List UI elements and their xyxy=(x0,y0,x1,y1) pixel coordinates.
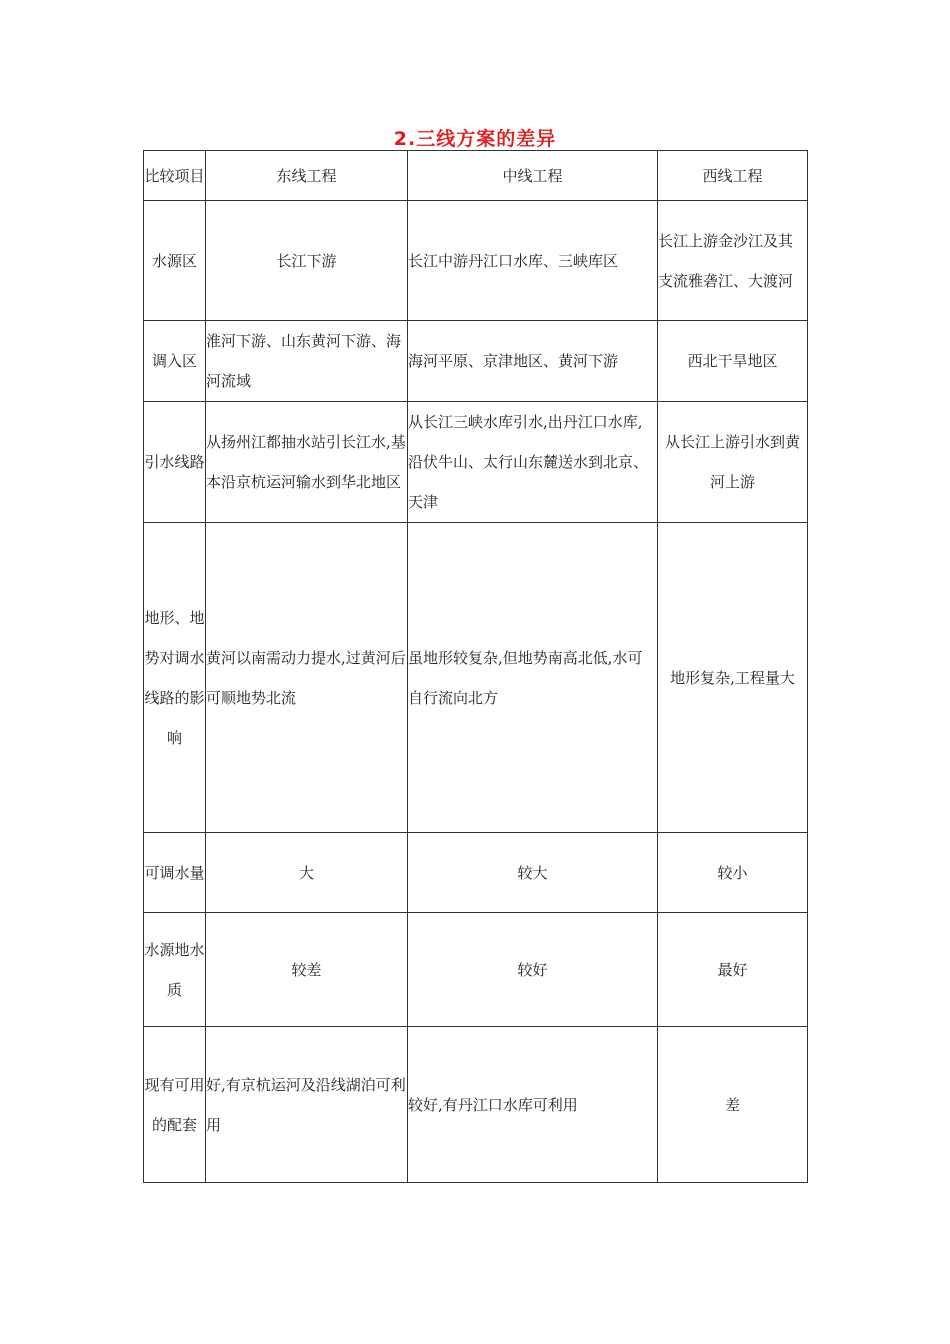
row-label: 引水线路 xyxy=(144,402,206,523)
cell-west: 地形复杂,工程量大 xyxy=(658,523,808,833)
cell-east: 黄河以南需动力提水,过黄河后可顺地势北流 xyxy=(206,523,408,833)
row-label: 水源区 xyxy=(144,201,206,321)
cell-middle: 虽地形较复杂,但地势南高北低,水可自行流向北方 xyxy=(408,523,658,833)
table-row xyxy=(144,913,808,1027)
table-row xyxy=(144,1027,808,1183)
comparison-table xyxy=(143,150,808,1183)
cell-east: 长江下游 xyxy=(206,201,408,321)
header-middle: 中线工程 xyxy=(408,151,658,201)
row-label: 调入区 xyxy=(144,321,206,402)
cell-middle: 较好 xyxy=(408,913,658,1027)
table-header-row xyxy=(144,151,808,201)
cell-east: 从扬州江都抽水站引长江水,基本沿京杭运河输水到华北地区 xyxy=(206,402,408,523)
row-label: 可调水量 xyxy=(144,833,206,913)
row-label: 水源地水质 xyxy=(144,913,206,1027)
header-label: 比较项目 xyxy=(144,151,206,201)
cell-west: 较小 xyxy=(658,833,808,913)
page-title: 2.三线方案的差异 xyxy=(393,128,557,150)
cell-middle: 较好,有丹江口水库可利用 xyxy=(408,1027,658,1183)
cell-west: 差 xyxy=(658,1027,808,1183)
table-row xyxy=(144,523,808,833)
cell-east: 大 xyxy=(206,833,408,913)
cell-middle: 海河平原、京津地区、黄河下游 xyxy=(408,321,658,402)
header-east: 东线工程 xyxy=(206,151,408,201)
cell-middle: 从长江三峡水库引水,出丹江口水库,沿伏牛山、太行山东麓送水到北京、天津 xyxy=(408,402,658,523)
cell-east: 好,有京杭运河及沿线湖泊可利用 xyxy=(206,1027,408,1183)
cell-west: 长江上游金沙江及其支流雅砻江、大渡河 xyxy=(658,201,808,321)
cell-west: 从长江上游引水到黄河上游 xyxy=(658,402,808,523)
cell-west: 西北干旱地区 xyxy=(658,321,808,402)
cell-middle: 较大 xyxy=(408,833,658,913)
row-label: 现有可用的配套 xyxy=(144,1027,206,1183)
row-label: 地形、地势对调水线路的影响 xyxy=(144,523,206,833)
table-row xyxy=(144,833,808,913)
cell-east: 淮河下游、山东黄河下游、海河流域 xyxy=(206,321,408,402)
table-row xyxy=(144,201,808,321)
cell-west: 最好 xyxy=(658,913,808,1027)
cell-middle: 长江中游丹江口水库、三峡库区 xyxy=(408,201,658,321)
table-row xyxy=(144,402,808,523)
table-row xyxy=(144,321,808,402)
cell-east: 较差 xyxy=(206,913,408,1027)
header-west: 西线工程 xyxy=(658,151,808,201)
